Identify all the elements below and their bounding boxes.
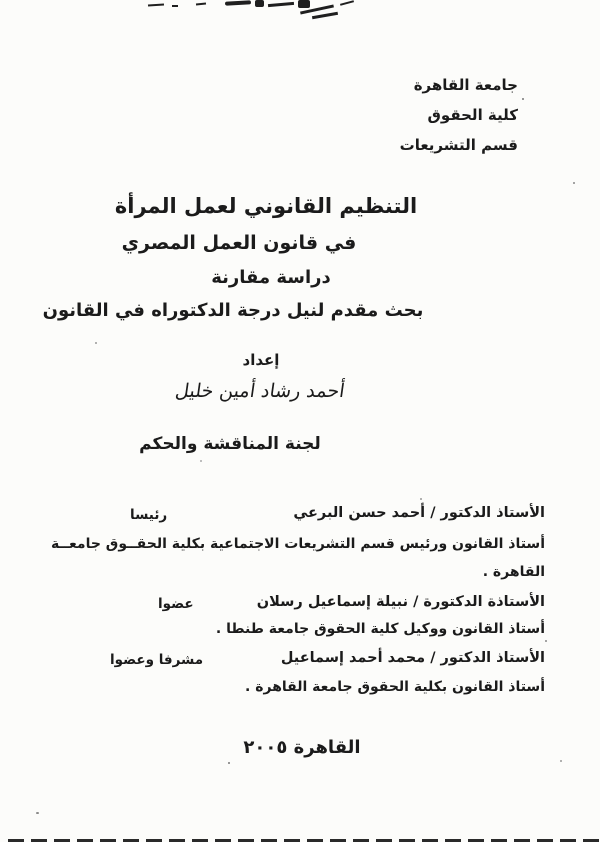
committee-member-description-continued: القاهرة . [482, 564, 545, 580]
scan-speck [228, 762, 230, 764]
author-name: أحمد رشاد أمين خليل [173, 380, 347, 402]
scan-mark [298, 0, 310, 8]
thesis-degree-statement: بحث مقدم لنيل درجة الدكتوراه في القانون [42, 300, 424, 321]
scan-speck [545, 640, 547, 642]
department-name: قسم التشريعات [399, 136, 518, 154]
scan-mark [312, 12, 338, 19]
thesis-subtitle-study-type: دراسة مقارنة [211, 267, 331, 288]
scan-mark [255, 0, 264, 7]
scan-mark [268, 2, 294, 7]
scan-speck [560, 760, 562, 762]
committee-heading: لجنة المناقشة والحكم [139, 434, 321, 454]
scan-mark [196, 2, 206, 5]
committee-member-description: أستاذ القانون ووكيل كلية الحقوق جامعة طنطا . [215, 621, 545, 637]
scan-speck [573, 182, 575, 184]
scan-speck [200, 460, 202, 462]
committee-member-name: الأستاذ الدكتور / أحمد حسن البرعي [293, 505, 545, 521]
university-name: جامعة القاهرة [413, 76, 518, 94]
committee-member-description: أستاذ القانون ورئيس قسم التشريعات الاجتماعية بكلية الحقــوق جامعــة [50, 536, 545, 552]
scan-speck [95, 342, 97, 344]
thesis-title-line2: في قانون العمل المصري [121, 232, 357, 254]
institution-header [400, 70, 518, 160]
scan-mark [148, 3, 164, 6]
thesis-title-line1: التنظيم القانوني لعمل المرأة [114, 194, 418, 218]
scan-mark [340, 0, 354, 6]
committee-member-name: الأستاذ الدكتور / محمد أحمد إسماعيل [280, 650, 545, 666]
committee-member-role: عضوا [158, 596, 194, 612]
scan-speck [420, 498, 422, 500]
scan-mark [225, 0, 251, 5]
scan-speck [522, 98, 524, 100]
place-year: القاهرة ٢٠٠٥ [243, 737, 361, 758]
faculty-name: كلية الحقوق [427, 106, 518, 124]
committee-member-role: رئيسا [130, 507, 168, 523]
committee-member-role: مشرفا وعضوا [110, 652, 204, 668]
scan-speck [36, 812, 39, 814]
scan-mark [172, 5, 178, 7]
prepared-by-label: إعداد [242, 351, 280, 369]
committee-member-description: أستاذ القانون بكلية الحقوق جامعة القاهرة . [245, 679, 545, 695]
committee-member-name: الأستاذة الدكتورة / نبيلة إسماعيل رسلان [256, 594, 545, 610]
